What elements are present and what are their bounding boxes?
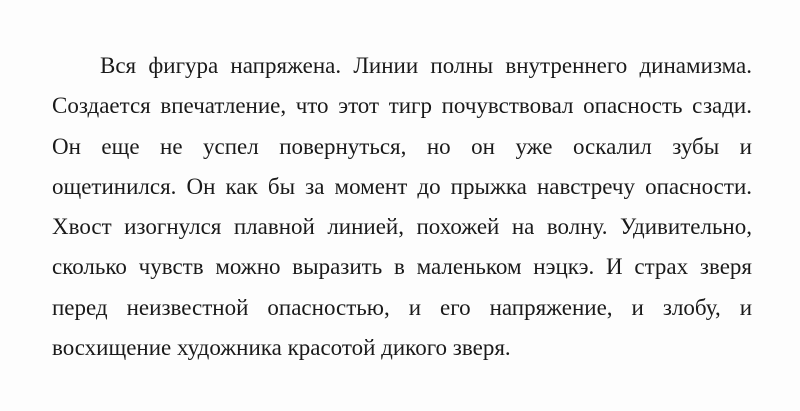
paragraph-line: Создается впечатление, что этот тигр почувствовал опасность сзади. (52, 93, 752, 119)
paragraph-line: Он еще не успел повернуться, но он уже оскалил зубы и (52, 133, 752, 159)
paragraph-line: ощетинился. Он как бы за момент до прыжка навстречу опасности. (52, 173, 752, 199)
paragraph-line: восхищение художника красотой дикого зверя. (52, 335, 511, 361)
paragraph-line: Хвост изогнулся плавной линией, похожей на волну. Удивительно, (52, 214, 752, 240)
paragraph (52, 46, 752, 368)
paragraph-line: Вся фигура напряжена. Линии полны внутреннего динамизма. (100, 53, 752, 78)
paragraph-line: перед неизвестной опасностью, и его напряжение, и злобу, и (52, 294, 752, 320)
paragraph-line: сколько чувств можно выразить в маленьком нэцкэ. И страх зверя (52, 254, 752, 280)
